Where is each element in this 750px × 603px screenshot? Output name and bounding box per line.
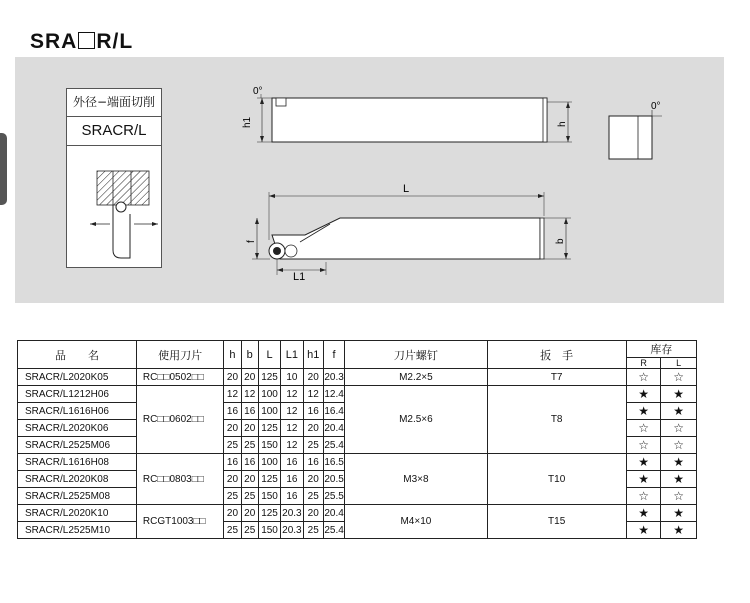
- cell-name: SRACR/L2020K06: [18, 420, 137, 437]
- cell-L1: 12: [281, 420, 303, 437]
- cell-insert: RC□□0502□□: [136, 369, 223, 386]
- cell-name: SRACR/L2020K08: [18, 471, 137, 488]
- cell-stock-R: ★: [626, 471, 661, 488]
- cell-stock-L: ★: [661, 505, 697, 522]
- cell-stock-R: ☆: [626, 420, 661, 437]
- table-row: [18, 369, 697, 386]
- cell-b: 20: [241, 505, 258, 522]
- cell-name: SRACR/L2525M10: [18, 522, 137, 539]
- cell-h1: 16: [303, 454, 323, 471]
- col-name: 品 名: [18, 341, 137, 369]
- col-b: b: [241, 341, 258, 369]
- cell-h: 20: [224, 505, 241, 522]
- cell-h: 25: [224, 488, 241, 505]
- cell-b: 12: [241, 386, 258, 403]
- cell-f: 25.4: [323, 437, 344, 454]
- cell-L: 150: [258, 488, 280, 505]
- table-row: [18, 505, 697, 522]
- cell-h1: 25: [303, 488, 323, 505]
- col-stock: 库存: [626, 341, 696, 358]
- cell-insert: RC□□0803□□: [136, 454, 223, 505]
- col-L1: L1: [281, 341, 303, 369]
- col-insert: 使用刀片: [136, 341, 223, 369]
- cell-b: 20: [241, 420, 258, 437]
- cell-stock-R: ★: [626, 403, 661, 420]
- cell-h: 16: [224, 454, 241, 471]
- cell-L: 100: [258, 454, 280, 471]
- cell-screw: M3×8: [345, 454, 487, 505]
- cell-h: 20: [224, 369, 241, 386]
- h-label: h: [557, 121, 568, 127]
- cell-stock-R: ★: [626, 386, 661, 403]
- cell-L1: 12: [281, 403, 303, 420]
- cell-stock-L: ★: [661, 386, 697, 403]
- cell-h: 25: [224, 522, 241, 539]
- operation-code: SRACR/L: [67, 117, 161, 146]
- L1-label: L1: [293, 271, 306, 283]
- cell-screw: M2.5×6: [345, 386, 487, 454]
- cell-stock-R: ☆: [626, 488, 661, 505]
- cell-name: SRACR/L1616H08: [18, 454, 137, 471]
- cell-name: SRACR/L1212H06: [18, 386, 137, 403]
- cell-wrench: T8: [487, 386, 626, 454]
- spec-table: [17, 340, 697, 539]
- cell-name: SRACR/L2525M06: [18, 437, 137, 454]
- cell-b: 20: [241, 471, 258, 488]
- L-label: L: [403, 183, 410, 195]
- col-stock-L: L: [661, 358, 697, 369]
- cell-h1: 25: [303, 522, 323, 539]
- cell-L: 100: [258, 403, 280, 420]
- cell-L: 125: [258, 420, 280, 437]
- cell-L: 100: [258, 386, 280, 403]
- cell-f: 25.4: [323, 522, 344, 539]
- col-f: f: [323, 341, 344, 369]
- cell-L1: 16: [281, 488, 303, 505]
- top-view: [257, 94, 572, 142]
- cell-L: 125: [258, 369, 280, 386]
- cell-stock-L: ☆: [661, 437, 697, 454]
- page-title: SRA R/L: [30, 30, 134, 53]
- cell-name: SRACR/L1616H06: [18, 403, 137, 420]
- col-h: h: [224, 341, 241, 369]
- col-h1: h1: [303, 341, 323, 369]
- cell-screw: M4×10: [345, 505, 487, 539]
- side-view: [252, 192, 571, 275]
- cell-L1: 20.3: [281, 505, 303, 522]
- cell-L: 150: [258, 522, 280, 539]
- table-row: [18, 454, 697, 471]
- cell-L1: 16: [281, 454, 303, 471]
- cell-b: 16: [241, 403, 258, 420]
- cell-h: 16: [224, 403, 241, 420]
- cell-f: 20.5: [323, 471, 344, 488]
- cell-wrench: T10: [487, 454, 626, 505]
- angle-side-label: 0°: [651, 101, 661, 112]
- cell-screw: M2.2×5: [345, 369, 487, 386]
- cell-f: 16.4: [323, 403, 344, 420]
- b-label: b: [555, 238, 566, 244]
- cell-L1: 10: [281, 369, 303, 386]
- cell-stock-L: ☆: [661, 488, 697, 505]
- cell-h1: 20: [303, 471, 323, 488]
- f-label: f: [246, 240, 257, 243]
- cell-stock-L: ★: [661, 403, 697, 420]
- col-wrench: 扳 手: [487, 341, 626, 369]
- cell-L1: 20.3: [281, 522, 303, 539]
- cell-stock-R: ★: [626, 454, 661, 471]
- cell-name: SRACR/L2020K05: [18, 369, 137, 386]
- col-stock-R: R: [626, 358, 661, 369]
- col-screw: 刀片螺钉: [345, 341, 487, 369]
- cell-f: 20.4: [323, 420, 344, 437]
- operation-label: 外径−端面切削: [67, 89, 161, 117]
- table-header-row: [18, 341, 697, 358]
- cell-f: 12.4: [323, 386, 344, 403]
- cell-L1: 12: [281, 386, 303, 403]
- cell-h1: 25: [303, 437, 323, 454]
- cell-h1: 20: [303, 420, 323, 437]
- cell-L: 125: [258, 471, 280, 488]
- cell-stock-R: ☆: [626, 369, 661, 386]
- cell-f: 20.4: [323, 505, 344, 522]
- cell-L1: 16: [281, 471, 303, 488]
- table-row: [18, 386, 697, 403]
- cell-h: 20: [224, 471, 241, 488]
- cell-stock-L: ☆: [661, 420, 697, 437]
- h1-label: h1: [242, 116, 253, 128]
- cell-h: 12: [224, 386, 241, 403]
- cell-L: 150: [258, 437, 280, 454]
- cell-h1: 16: [303, 403, 323, 420]
- cell-stock-L: ★: [661, 454, 697, 471]
- cell-h: 20: [224, 420, 241, 437]
- angle-top-label: 0°: [253, 86, 263, 97]
- cell-h1: 20: [303, 369, 323, 386]
- cell-stock-L: ★: [661, 471, 697, 488]
- cell-wrench: T7: [487, 369, 626, 386]
- cell-wrench: T15: [487, 505, 626, 539]
- cell-f: 16.5: [323, 454, 344, 471]
- cell-L: 125: [258, 505, 280, 522]
- card-tool-illustration: [90, 171, 158, 258]
- cell-b: 20: [241, 369, 258, 386]
- cell-b: 25: [241, 437, 258, 454]
- cell-b: 25: [241, 522, 258, 539]
- cell-h1: 20: [303, 505, 323, 522]
- cell-h: 25: [224, 437, 241, 454]
- cell-L1: 12: [281, 437, 303, 454]
- col-L: L: [258, 341, 280, 369]
- cell-name: SRACR/L2525M08: [18, 488, 137, 505]
- cell-stock-R: ★: [626, 522, 661, 539]
- cell-name: SRACR/L2020K10: [18, 505, 137, 522]
- cell-stock-L: ☆: [661, 369, 697, 386]
- cell-insert: RC□□0602□□: [136, 386, 223, 454]
- cell-stock-R: ☆: [626, 437, 661, 454]
- cell-b: 25: [241, 488, 258, 505]
- cell-stock-L: ★: [661, 522, 697, 539]
- cell-f: 20.3: [323, 369, 344, 386]
- cell-h1: 12: [303, 386, 323, 403]
- cell-b: 16: [241, 454, 258, 471]
- cell-insert: RCGT1003□□: [136, 505, 223, 539]
- cell-f: 25.5: [323, 488, 344, 505]
- cell-stock-R: ★: [626, 505, 661, 522]
- end-view: [609, 110, 662, 159]
